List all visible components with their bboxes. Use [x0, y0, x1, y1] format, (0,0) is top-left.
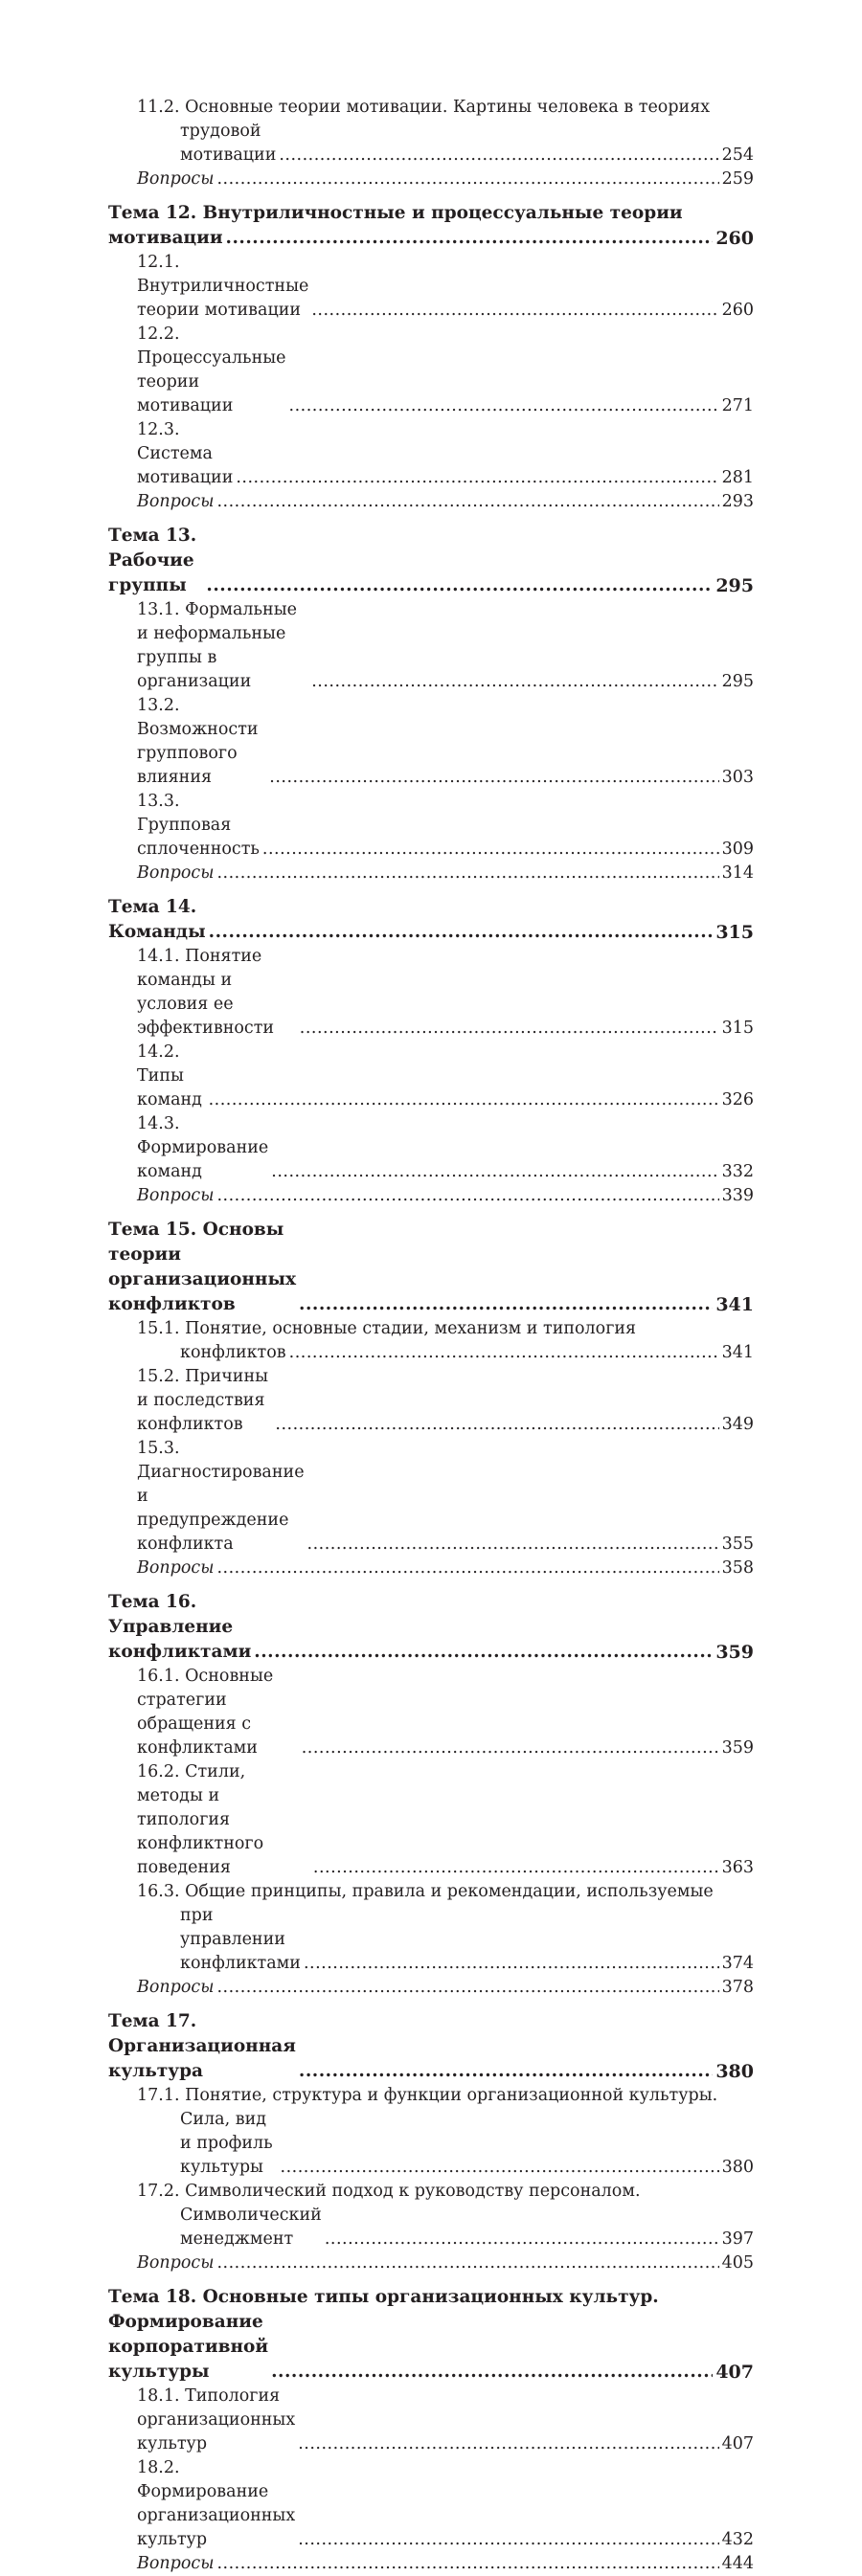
toc-entry-label: 14.3. Формирование команд	[137, 1114, 269, 1181]
toc-entry-label: 12.1. Внутриличностные теории мотивации	[137, 253, 309, 320]
dot-leader	[289, 1341, 719, 1365]
dot-leader	[289, 394, 719, 418]
dot-leader	[262, 838, 719, 862]
dot-leader	[216, 1557, 718, 1580]
toc-questions-16[interactable]	[108, 1976, 754, 2000]
dot-leader	[216, 2552, 718, 2576]
toc-questions-11[interactable]	[108, 168, 754, 191]
page-number: 281	[721, 468, 754, 487]
toc-theme-label: мотивации	[108, 228, 223, 248]
toc-entry-label: конфликтов	[180, 1343, 286, 1362]
page-number: 309	[721, 840, 754, 859]
toc-entry-16-1[interactable]	[108, 1665, 754, 1760]
toc-theme-18[interactable]	[108, 2310, 754, 2385]
dot-leader	[298, 2528, 718, 2552]
page-number: 359	[721, 1738, 754, 1758]
toc-entry-18-2[interactable]	[108, 2456, 754, 2552]
dot-leader	[281, 2156, 719, 2180]
toc-entry-label: Вопросы	[137, 2253, 215, 2273]
toc-entry-label: Сила, вид и профиль культуры	[180, 2110, 273, 2177]
page-number: 314	[721, 863, 754, 883]
dot-leader	[275, 1413, 718, 1437]
page-number: 254	[721, 146, 754, 165]
page-number: 349	[721, 1415, 754, 1434]
toc-entry-17-1[interactable]	[108, 2108, 754, 2180]
page-number: 303	[721, 768, 754, 787]
toc-theme-18-line1: Тема 18. Основные типы организационных культур.	[108, 2287, 659, 2307]
toc-theme-12[interactable]	[108, 226, 754, 251]
toc-entry-11-2[interactable]	[108, 120, 754, 168]
toc-theme-label: Тема 13. Рабочие группы	[108, 526, 197, 595]
dot-leader	[299, 1292, 713, 1317]
toc-entry-label: 16.1. Основные стратегии обращения с конфликтами	[137, 1667, 274, 1758]
dot-leader	[304, 1952, 719, 1976]
page-number: 397	[721, 2229, 754, 2249]
dot-leader	[299, 2059, 713, 2084]
page-number: 332	[721, 1162, 754, 1181]
toc-entry-label: Вопросы	[137, 1186, 215, 1205]
dot-leader	[254, 1640, 713, 1665]
toc-entry-label: 15.2. Причины и последствия конфликтов	[137, 1367, 269, 1434]
toc-entry-15-3[interactable]	[108, 1437, 754, 1557]
toc-entry-13-3[interactable]	[108, 790, 754, 862]
toc-theme-label: Формирование корпоративной культуры	[108, 2312, 269, 2382]
dot-leader	[216, 490, 718, 514]
toc-entry-12-2[interactable]	[108, 323, 754, 418]
toc-entry-13-1[interactable]	[108, 598, 754, 694]
page-number: 380	[721, 2158, 754, 2177]
toc-entry-12-3[interactable]	[108, 418, 754, 490]
dot-leader	[325, 2228, 719, 2251]
toc-entry-label: Вопросы	[137, 2554, 215, 2573]
toc-entry-16-2[interactable]	[108, 1760, 754, 1880]
toc-questions-18[interactable]	[108, 2552, 754, 2576]
dot-leader	[216, 1976, 718, 2000]
table-of-contents	[108, 96, 754, 2576]
page-number: 295	[715, 575, 754, 596]
toc-theme-label: Тема 14. Команды	[108, 897, 206, 942]
toc-entry-17-2[interactable]	[108, 2204, 754, 2251]
dot-leader	[302, 1736, 719, 1760]
dot-leader	[209, 1088, 719, 1112]
toc-entry-label: 13.1. Формальные и неформальные группы в организации	[137, 600, 297, 691]
toc-entry-12-1[interactable]	[108, 251, 754, 323]
page-number: 405	[721, 2253, 754, 2273]
page-number: 259	[721, 169, 754, 189]
toc-entry-label: 13.3. Групповая сплоченность	[137, 792, 260, 859]
toc-entry-label: Вопросы	[137, 1978, 215, 1997]
toc-theme-label: Тема 16. Управление конфликтами	[108, 1592, 252, 1662]
toc-entry-label: при управлении конфликтами	[180, 1906, 301, 1973]
dot-leader	[206, 573, 713, 598]
toc-entry-label: 18.2. Формирование организационных культур	[137, 2458, 296, 2549]
dot-leader	[226, 226, 714, 251]
dot-leader	[313, 1856, 719, 1880]
page-number: 378	[721, 1978, 754, 1997]
toc-entry-17-1-line1: 17.1. Понятие, структура и функции организационной культуры.	[137, 2086, 718, 2105]
dot-leader	[236, 466, 718, 490]
toc-entry-15-1[interactable]	[108, 1341, 754, 1365]
dot-leader	[300, 1017, 719, 1041]
page-number: 260	[721, 301, 754, 320]
dot-leader	[271, 2360, 713, 2385]
toc-entry-label: трудовой мотивации	[180, 122, 277, 165]
toc-entry-label: Вопросы	[137, 169, 215, 189]
page-number: 359	[715, 1642, 754, 1663]
toc-entry-14-2[interactable]	[108, 1041, 754, 1112]
dot-leader	[209, 920, 714, 945]
toc-theme-label: Тема 15. Основы теории организационных конфликтов	[108, 1220, 297, 1314]
page-number: 374	[721, 1954, 754, 1973]
page-number: 260	[715, 228, 754, 249]
page-number: 355	[721, 1534, 754, 1554]
toc-entry-15-2[interactable]	[108, 1365, 754, 1437]
dot-leader	[279, 144, 718, 168]
page-number: 407	[721, 2434, 754, 2453]
page-number: 407	[715, 2362, 754, 2383]
page-number: 326	[721, 1090, 754, 1109]
toc-entry-label: 12.3. Система мотивации	[137, 420, 234, 487]
dot-leader	[307, 1533, 719, 1557]
page-number: 341	[715, 1294, 754, 1315]
dot-leader	[298, 2432, 718, 2456]
page-number: 315	[721, 1019, 754, 1038]
toc-theme-12-line1: Тема 12. Внутриличностные и процессуальные теории	[108, 203, 683, 223]
toc-entry-label: Символический менеджмент	[180, 2206, 322, 2249]
dot-leader	[216, 862, 718, 885]
toc-entry-14-3[interactable]	[108, 1112, 754, 1184]
dot-leader	[269, 766, 718, 790]
page-number: 271	[721, 396, 754, 415]
toc-entry-label: Вопросы	[137, 1558, 215, 1578]
toc-entry-15-1-line1: 15.1. Понятие, основные стадии, механизм и типология	[137, 1319, 637, 1338]
page-number: 358	[721, 1558, 754, 1578]
toc-entry-14-1[interactable]	[108, 945, 754, 1041]
page-number: 295	[721, 672, 754, 691]
toc-theme-14[interactable]	[108, 895, 754, 945]
dot-leader	[311, 670, 718, 694]
page-number: 293	[721, 492, 754, 511]
page-number: 380	[715, 2061, 754, 2082]
toc-entry-11-2-line1: 11.2. Основные теории мотивации. Картины человека в теориях	[137, 98, 711, 117]
toc-questions-17[interactable]	[108, 2251, 754, 2275]
dot-leader	[271, 1160, 718, 1184]
toc-entry-13-2[interactable]	[108, 694, 754, 790]
page-number: 444	[721, 2554, 754, 2573]
page-number: 315	[715, 922, 754, 943]
toc-theme-label: Тема 17. Организационная культура	[108, 2011, 296, 2081]
toc-entry-label: 15.3. Диагностирование и предупреждение конфликта	[137, 1439, 305, 1554]
toc-entry-17-2-line1: 17.2. Символический подход к руководству персоналом.	[137, 2182, 641, 2201]
toc-questions-12[interactable]	[108, 490, 754, 514]
toc-entry-16-3-line1: 16.3. Общие принципы, правила и рекомендации, используемые	[137, 1882, 714, 1901]
toc-entry-label: Вопросы	[137, 492, 215, 511]
page-number: 341	[721, 1343, 754, 1362]
toc-entry-label: 18.1. Типология организационных культур	[137, 2386, 296, 2453]
toc-theme-13[interactable]	[108, 524, 754, 598]
toc-entry-label: 13.2. Возможности группового влияния	[137, 696, 259, 787]
toc-entry-16-3[interactable]	[108, 1904, 754, 1976]
toc-theme-16[interactable]	[108, 1590, 754, 1665]
toc-questions-13[interactable]	[108, 862, 754, 885]
toc-questions-15[interactable]	[108, 1557, 754, 1580]
page-number: 363	[721, 1858, 754, 1877]
dot-leader	[216, 1184, 718, 1208]
toc-questions-14[interactable]	[108, 1184, 754, 1208]
page-number: 432	[721, 2530, 754, 2549]
toc-entry-label: 12.2. Процессуальные теории мотивации	[137, 325, 286, 415]
dot-leader	[216, 2251, 718, 2275]
toc-entry-label: 16.2. Стили, методы и типология конфликтного поведения	[137, 1762, 264, 1877]
toc-entry-label: Вопросы	[137, 863, 215, 883]
toc-entry-18-1[interactable]	[108, 2385, 754, 2456]
page-number: 339	[721, 1186, 754, 1205]
toc-theme-15[interactable]	[108, 1218, 754, 1317]
toc-entry-label: 14.2. Типы команд	[137, 1042, 202, 1109]
toc-entry-label: 14.1. Понятие команды и условия ее эффективности	[137, 947, 275, 1038]
toc-theme-17[interactable]	[108, 2009, 754, 2084]
dot-leader	[311, 299, 718, 323]
dot-leader	[216, 168, 718, 191]
